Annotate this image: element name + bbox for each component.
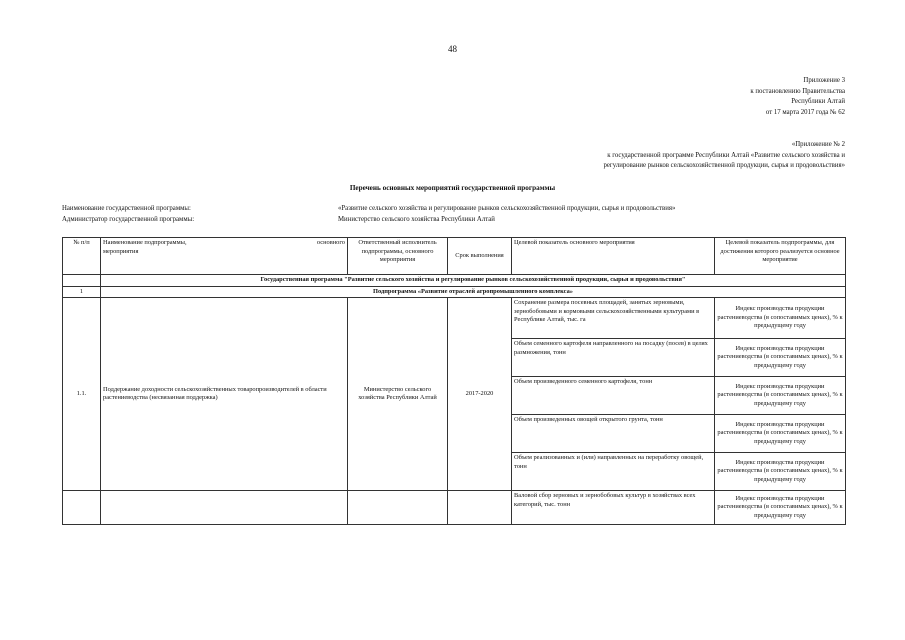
sub-appendix-line: к государственной программе Республики Алтай «Развитие сельского хозяйства и — [607, 151, 845, 159]
measure-num: 1.1. — [63, 298, 101, 491]
admin-label: Администратор государственной программы: — [62, 216, 195, 223]
indicator-sub-target: Индекс производства продукции растениеводства (в сопоставимых ценах), % к предыдущему году — [715, 298, 846, 339]
indicator-sub-target: Индекс производства продукции растениеводства (в сопоставимых ценах), % к предыдущему году — [715, 339, 846, 377]
measures-table — [62, 237, 846, 525]
header-name-b: основного — [316, 239, 345, 246]
indicator-target: Объем семенного картофеля направленного на посадку (посев) в целях размножения, тонн — [512, 339, 715, 377]
appendix-line: к постановлению Правительства — [750, 87, 845, 95]
empty-cell — [348, 491, 448, 525]
indicator-target: Валовой сбор зерновых и зернобобовых культур в хозяйствах всех категорий, тыс. тонн — [512, 491, 715, 525]
admin-value: Министерство сельского хозяйства Республики Алтай — [338, 216, 495, 223]
appendix-line: Республики Алтай — [791, 98, 845, 105]
empty-cell — [448, 491, 512, 525]
subprogram-row — [63, 286, 846, 298]
indicator-target: Объем реализованных и (или) направленных на переработку овощей, тонн — [512, 453, 715, 491]
measure-executor: Министерство сельского хозяйства Республики Алтай — [348, 298, 448, 491]
program-label: Наименование государственной программы: — [62, 205, 191, 212]
indicator-target: Сохранение размера посевных площадей, занятых зерновыми, зернобобовыми и кормовыми сельскохозяйственными культурами в Республике Алтай, тыс. га — [512, 298, 715, 339]
indicator-target: Объем произведенных овощей открытого грунта, тонн — [512, 415, 715, 453]
page-number: 48 — [448, 44, 457, 54]
measure-term: 2017-2020 — [448, 298, 512, 491]
empty-cell — [101, 491, 348, 525]
table-row — [63, 491, 846, 525]
header-name — [101, 238, 348, 275]
subprogram-title: Подпрограмма «Развитие отраслей агропромышленного комплекса» — [101, 286, 846, 298]
header-target: Целевой показатель основного мероприятия — [512, 238, 715, 275]
empty-cell — [63, 491, 101, 525]
measure-name: Поддержание доходности сельскохозяйственных товаропроизводителей в области растениеводства (несвязанная поддержка) — [101, 298, 348, 491]
header-num: № п/п — [63, 238, 101, 275]
sub-appendix-line: «Приложение № 2 — [791, 141, 845, 148]
subprogram-num: 1 — [63, 286, 101, 298]
header-term: Срок выполнения — [448, 238, 512, 275]
sub-appendix-line: регулирование рынков сельскохозяйственной продукции, сырья и продовольствия» — [603, 162, 845, 169]
appendix-block — [750, 76, 845, 118]
document-title: Перечень основных мероприятий государственной программы — [349, 184, 556, 192]
header-sub-target: Целевой показатель подпрограммы, для достижения которого реализуется основное мероприятие — [715, 238, 846, 275]
header-name-a: Наименование подпрограммы, — [103, 239, 187, 246]
program-value: «Развитие сельского хозяйства и регулирование рынков сельскохозяйственной продукции, сырья и продовольствия» — [338, 205, 676, 212]
table-header-row — [63, 238, 846, 275]
header-name-c: мероприятия — [103, 247, 139, 255]
header-executor: Ответственный исполнитель подпрограммы, основного мероприятия — [348, 238, 448, 275]
program-row-empty — [63, 275, 101, 287]
indicator-sub-target: Индекс производства продукции растениеводства (в сопоставимых ценах), % к предыдущему году — [715, 415, 846, 453]
program-row — [63, 275, 846, 287]
appendix-line: Приложение 3 — [803, 77, 845, 84]
program-row-title: Государственная программа "Развитие сельского хозяйства и регулирование рынков сельскохозяйственной продукции, сырья и продовольствия" — [101, 275, 846, 287]
appendix-line: от 17 марта 2017 года № 62 — [765, 108, 845, 116]
indicator-sub-target: Индекс производства продукции растениеводства (в сопоставимых ценах), % к предыдущему году — [715, 491, 846, 525]
indicator-sub-target: Индекс производства продукции растениеводства (в сопоставимых ценах), % к предыдущему году — [715, 453, 846, 491]
table-row — [63, 298, 846, 339]
indicator-target: Объем произведенного семенного картофеля, тонн — [512, 377, 715, 415]
sub-appendix-block — [604, 140, 845, 172]
indicator-sub-target: Индекс производства продукции растениеводства (в сопоставимых ценах), % к предыдущему году — [715, 377, 846, 415]
